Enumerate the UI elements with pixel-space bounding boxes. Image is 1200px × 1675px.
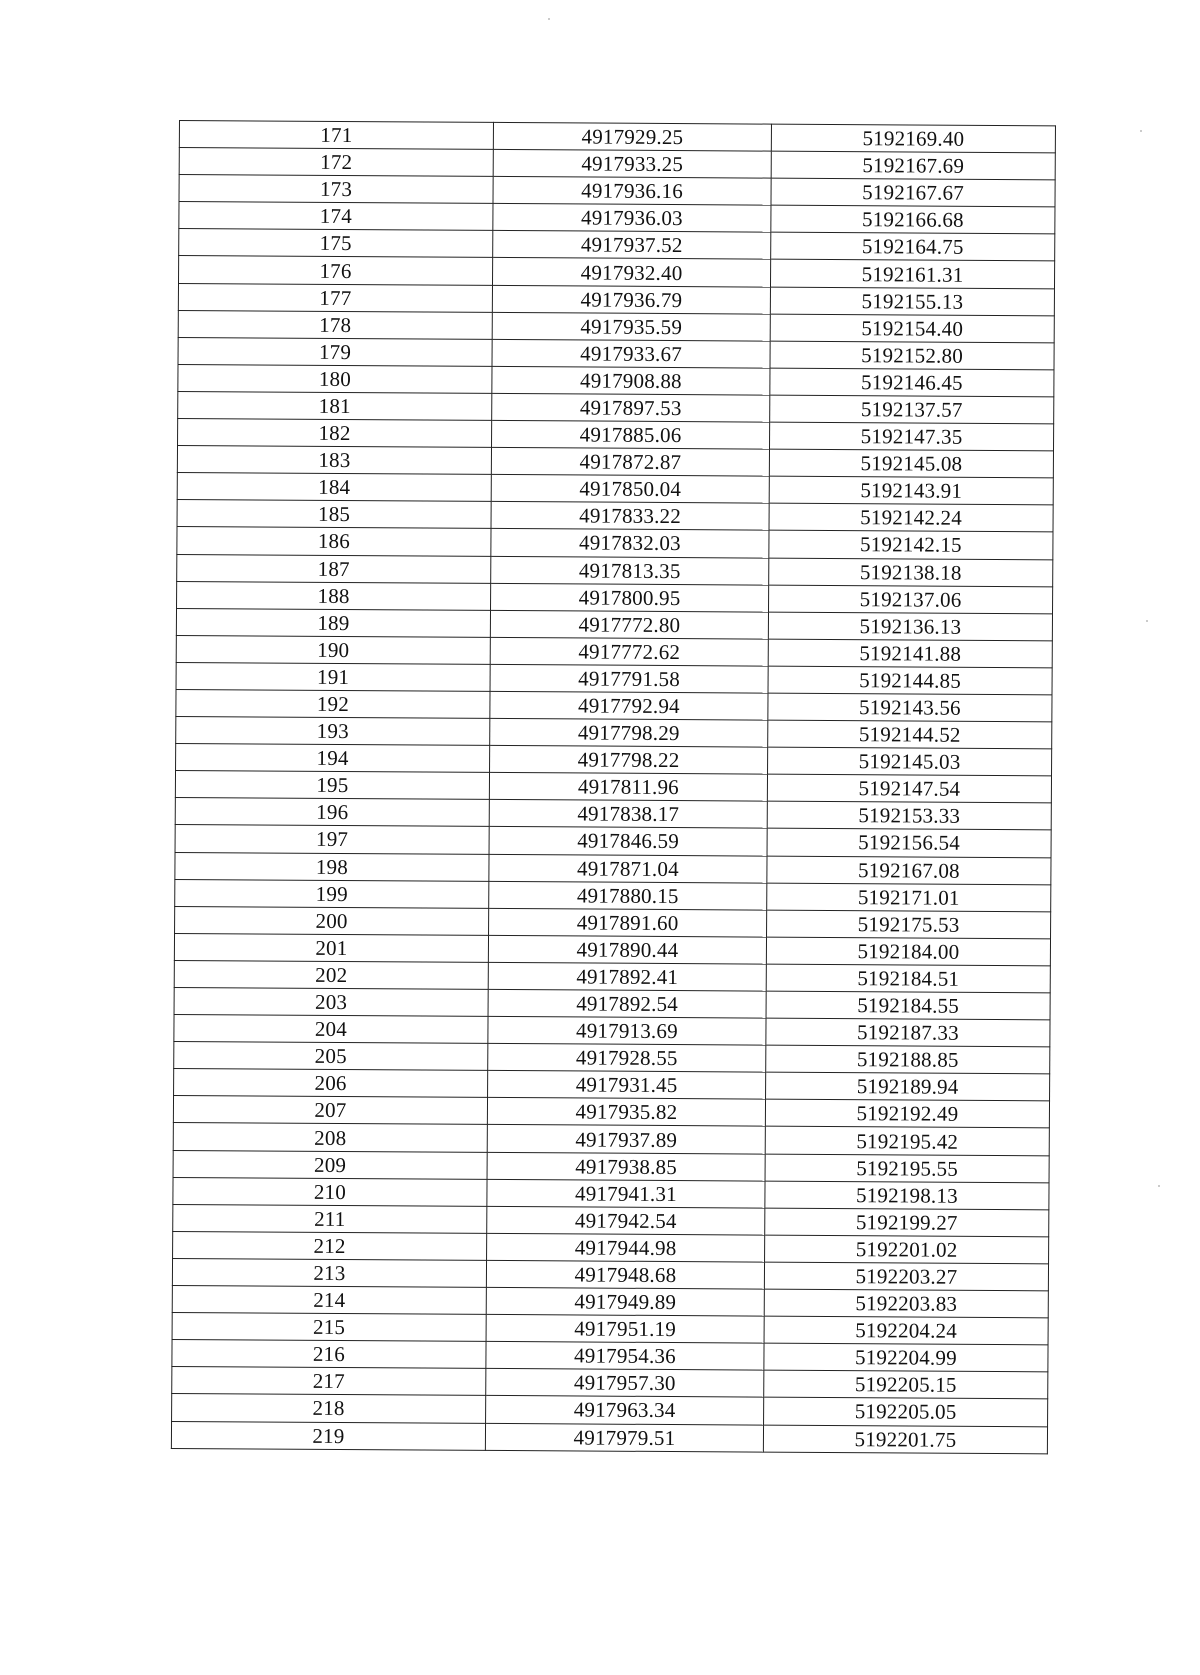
y-coordinate-cell: 5192167.67 [771,178,1055,207]
point-number-cell: 172 [179,148,493,177]
point-number-cell: 197 [175,825,489,854]
y-coordinate-cell: 5192137.06 [769,585,1053,614]
x-coordinate-cell: 4917935.82 [487,1098,765,1127]
point-number-cell: 218 [172,1394,486,1423]
x-coordinate-cell: 4917838.17 [489,800,767,829]
y-coordinate-cell: 5192141.88 [768,639,1052,668]
y-coordinate-cell: 5192201.75 [763,1425,1047,1454]
point-number-cell: 216 [172,1340,486,1369]
x-coordinate-cell: 4917932.40 [492,258,770,287]
x-coordinate-cell: 4917963.34 [486,1396,764,1425]
x-coordinate-cell: 4917933.67 [492,339,770,368]
scan-speck [1146,620,1148,622]
point-number-cell: 214 [172,1286,486,1315]
y-coordinate-cell: 5192184.55 [766,991,1050,1020]
point-number-cell: 208 [173,1123,487,1152]
y-coordinate-cell: 5192188.85 [766,1045,1050,1074]
point-number-cell: 193 [176,717,490,746]
point-number-cell: 200 [175,906,489,935]
x-coordinate-cell: 4917937.89 [487,1125,765,1154]
point-number-cell: 190 [176,635,490,664]
y-coordinate-cell: 5192184.00 [766,937,1050,966]
y-coordinate-cell: 5192205.05 [764,1398,1048,1427]
point-number-cell: 199 [175,879,489,908]
y-coordinate-cell: 5192187.33 [766,1018,1050,1047]
point-number-cell: 195 [175,771,489,800]
y-coordinate-cell: 5192142.24 [769,503,1053,532]
x-coordinate-cell: 4917880.15 [489,881,767,910]
point-number-cell: 201 [174,933,488,962]
point-number-cell: 192 [176,689,490,718]
y-coordinate-cell: 5192143.56 [768,693,1052,722]
y-coordinate-cell: 5192138.18 [769,558,1053,587]
point-number-cell: 215 [172,1313,486,1342]
x-coordinate-cell: 4917850.04 [491,475,769,504]
x-coordinate-cell: 4917936.79 [492,285,770,314]
x-coordinate-cell: 4917933.25 [493,150,771,179]
y-coordinate-cell: 5192153.33 [767,801,1051,830]
point-number-cell: 180 [178,364,492,393]
point-number-cell: 198 [175,852,489,881]
point-number-cell: 188 [177,581,491,610]
x-coordinate-cell: 4917811.96 [489,773,767,802]
y-coordinate-cell: 5192152.80 [770,341,1054,370]
y-coordinate-cell: 5192204.24 [764,1316,1048,1345]
point-number-cell: 178 [178,310,492,339]
x-coordinate-cell: 4917948.68 [486,1260,764,1289]
x-coordinate-cell: 4917772.62 [490,637,768,666]
y-coordinate-cell: 5192142.15 [769,531,1053,560]
y-coordinate-cell: 5192175.53 [767,910,1051,939]
x-coordinate-cell: 4917897.53 [492,393,770,422]
y-coordinate-cell: 5192171.01 [767,883,1051,912]
x-coordinate-cell: 4917942.54 [487,1206,765,1235]
y-coordinate-cell: 5192189.94 [766,1072,1050,1101]
y-coordinate-cell: 5192203.83 [764,1289,1048,1318]
point-number-cell: 212 [173,1231,487,1260]
point-number-cell: 211 [173,1204,487,1233]
y-coordinate-cell: 5192167.08 [767,856,1051,885]
point-number-cell: 217 [172,1367,486,1396]
y-coordinate-cell: 5192136.13 [768,612,1052,641]
x-coordinate-cell: 4917936.16 [493,177,771,206]
x-coordinate-cell: 4917798.29 [490,718,768,747]
point-number-cell: 209 [173,1150,487,1179]
point-number-cell: 177 [178,283,492,312]
y-coordinate-cell: 5192184.51 [766,964,1050,993]
point-number-cell: 184 [177,473,491,502]
y-coordinate-cell: 5192199.27 [765,1208,1049,1237]
x-coordinate-cell: 4917908.88 [492,366,770,395]
point-number-cell: 219 [171,1421,485,1450]
x-coordinate-cell: 4917872.87 [491,448,769,477]
x-coordinate-cell: 4917892.41 [488,962,766,991]
scan-speck [548,18,550,20]
x-coordinate-cell: 4917936.03 [493,204,771,233]
point-number-cell: 185 [177,500,491,529]
y-coordinate-cell: 5192156.54 [767,829,1051,858]
y-coordinate-cell: 5192147.35 [769,422,1053,451]
y-coordinate-cell: 5192167.69 [771,151,1055,180]
x-coordinate-cell: 4917944.98 [487,1233,765,1262]
scan-speck [1158,1185,1160,1187]
x-coordinate-cell: 4917846.59 [489,827,767,856]
point-number-cell: 203 [174,987,488,1016]
x-coordinate-cell: 4917890.44 [488,935,766,964]
point-number-cell: 176 [179,256,493,285]
y-coordinate-cell: 5192195.55 [765,1154,1049,1183]
x-coordinate-cell: 4917813.35 [491,556,769,585]
x-coordinate-cell: 4917941.31 [487,1179,765,1208]
point-number-cell: 186 [177,527,491,556]
table-row [171,1421,1047,1453]
coordinates-table-body [171,121,1055,1454]
y-coordinate-cell: 5192144.52 [768,720,1052,749]
x-coordinate-cell: 4917949.89 [486,1287,764,1316]
y-coordinate-cell: 5192145.03 [768,747,1052,776]
point-number-cell: 189 [176,608,490,637]
y-coordinate-cell: 5192147.54 [767,774,1051,803]
x-coordinate-cell: 4917772.80 [490,610,768,639]
y-coordinate-cell: 5192161.31 [770,260,1054,289]
coordinates-table [171,120,1056,1454]
y-coordinate-cell: 5192154.40 [770,314,1054,343]
x-coordinate-cell: 4917800.95 [491,583,769,612]
x-coordinate-cell: 4917892.54 [488,989,766,1018]
x-coordinate-cell: 4917979.51 [485,1423,763,1452]
x-coordinate-cell: 4917891.60 [489,908,767,937]
y-coordinate-cell: 5192192.49 [765,1099,1049,1128]
y-coordinate-cell: 5192203.27 [764,1262,1048,1291]
scan-speck [1140,130,1142,132]
y-coordinate-cell: 5192204.99 [764,1343,1048,1372]
point-number-cell: 171 [179,121,493,150]
point-number-cell: 181 [178,391,492,420]
x-coordinate-cell: 4917871.04 [489,854,767,883]
y-coordinate-cell: 5192205.15 [764,1370,1048,1399]
x-coordinate-cell: 4917791.58 [490,664,768,693]
x-coordinate-cell: 4917929.25 [493,122,771,151]
y-coordinate-cell: 5192145.08 [769,449,1053,478]
point-number-cell: 213 [172,1258,486,1287]
point-number-cell: 191 [176,662,490,691]
point-number-cell: 174 [179,202,493,231]
point-number-cell: 183 [177,446,491,475]
point-number-cell: 206 [174,1069,488,1098]
y-coordinate-cell: 5192198.13 [765,1181,1049,1210]
x-coordinate-cell: 4917833.22 [491,502,769,531]
x-coordinate-cell: 4917937.52 [493,231,771,260]
x-coordinate-cell: 4917938.85 [487,1152,765,1181]
point-number-cell: 194 [176,744,490,773]
point-number-cell: 187 [177,554,491,583]
x-coordinate-cell: 4917954.36 [486,1342,764,1371]
x-coordinate-cell: 4917913.69 [488,1016,766,1045]
point-number-cell: 196 [175,798,489,827]
y-coordinate-cell: 5192144.85 [768,666,1052,695]
point-number-cell: 175 [179,229,493,258]
y-coordinate-cell: 5192146.45 [770,368,1054,397]
point-number-cell: 182 [178,419,492,448]
x-coordinate-cell: 4917928.55 [488,1044,766,1073]
x-coordinate-cell: 4917832.03 [491,529,769,558]
y-coordinate-cell: 5192201.02 [765,1235,1049,1264]
y-coordinate-cell: 5192195.42 [765,1127,1049,1156]
y-coordinate-cell: 5192169.40 [771,124,1055,153]
y-coordinate-cell: 5192166.68 [771,205,1055,234]
point-number-cell: 173 [179,175,493,204]
point-number-cell: 179 [178,337,492,366]
y-coordinate-cell: 5192143.91 [769,476,1053,505]
y-coordinate-cell: 5192137.57 [770,395,1054,424]
x-coordinate-cell: 4917957.30 [486,1369,764,1398]
x-coordinate-cell: 4917931.45 [488,1071,766,1100]
point-number-cell: 202 [174,960,488,989]
point-number-cell: 204 [174,1015,488,1044]
x-coordinate-cell: 4917798.22 [490,746,768,775]
y-coordinate-cell: 5192155.13 [770,287,1054,316]
x-coordinate-cell: 4917951.19 [486,1315,764,1344]
point-number-cell: 205 [174,1042,488,1071]
x-coordinate-cell: 4917885.06 [492,420,770,449]
x-coordinate-cell: 4917935.59 [492,312,770,341]
point-number-cell: 210 [173,1177,487,1206]
y-coordinate-cell: 5192164.75 [771,232,1055,261]
x-coordinate-cell: 4917792.94 [490,691,768,720]
point-number-cell: 207 [173,1096,487,1125]
